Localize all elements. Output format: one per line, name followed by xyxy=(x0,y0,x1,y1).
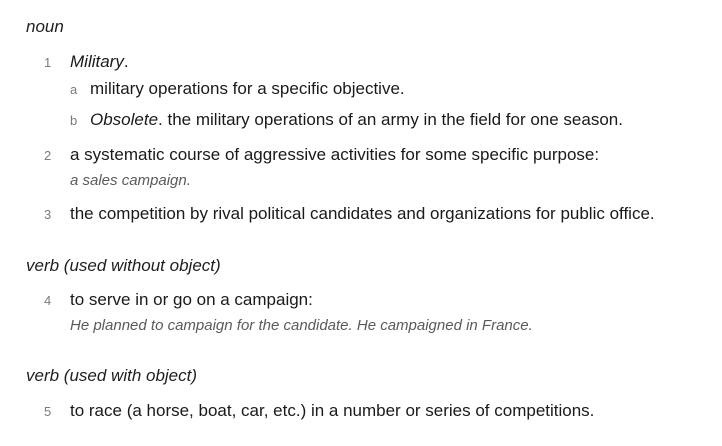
subsense-letter-1a: a xyxy=(70,82,78,97)
sense-3-definition: the competition by rival political candidates and organizations for public office. xyxy=(70,204,655,223)
sense-number-1: 1 xyxy=(44,55,52,70)
sense-number-4: 4 xyxy=(44,293,52,308)
sense-1-definition xyxy=(70,52,129,72)
sense-1-label-suffix: . xyxy=(123,52,129,71)
sense-2-example: a sales campaign. xyxy=(70,172,191,189)
subsense-1b-definition xyxy=(90,110,623,130)
sense-number-3: 3 xyxy=(44,207,52,222)
sense-5-definition: to race (a horse, boat, car, etc.) in a number or series of competitions. xyxy=(70,401,595,420)
part-of-speech-verb-transitive: verb (used with object) xyxy=(26,366,198,385)
sense-1-label: Military xyxy=(70,52,124,71)
sense-2-definition: a systematic course of aggressive activities for some specific purpose: xyxy=(70,145,600,164)
sense-number-5: 5 xyxy=(44,404,52,419)
subsense-letter-1b: b xyxy=(70,113,78,128)
sense-4-definition: to serve in or go on a campaign: xyxy=(70,290,313,309)
subsense-1b-label: Obsolete xyxy=(90,110,159,129)
part-of-speech-verb-intransitive: verb (used without object) xyxy=(26,256,221,275)
sense-number-2: 2 xyxy=(44,148,52,163)
sense-4-example: He planned to campaign for the candidate. He campaigned in France. xyxy=(70,317,533,334)
subsense-1a-text: military operations for a specific objective. xyxy=(90,79,405,98)
subsense-1b-text: . the military operations of an army in the field for one season. xyxy=(158,110,623,129)
part-of-speech-noun: noun xyxy=(26,17,64,36)
